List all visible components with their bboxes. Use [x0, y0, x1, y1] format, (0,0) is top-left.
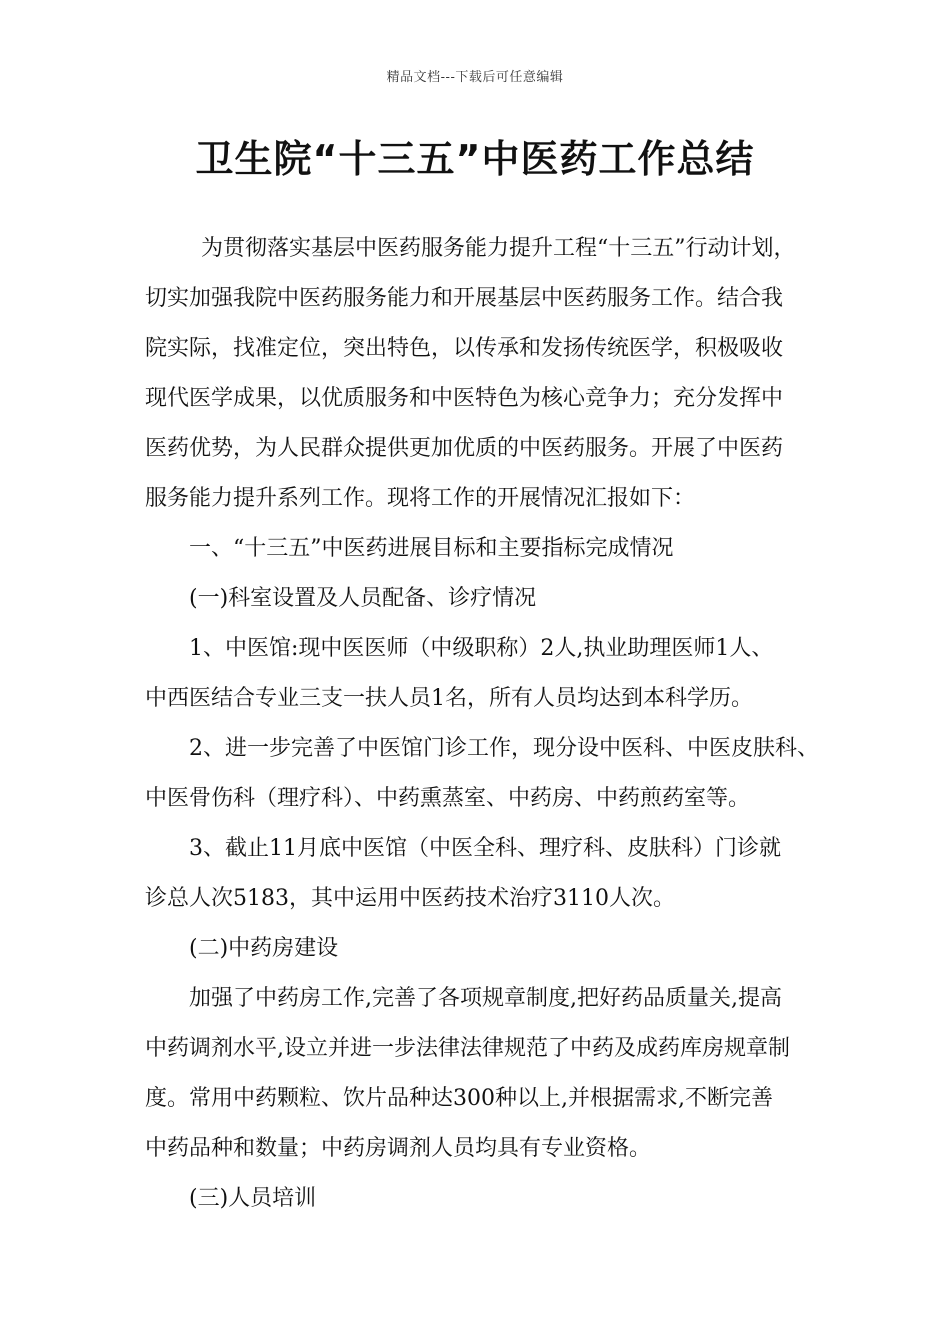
body-line: 中西医结合专业三支一扶人员1名，所有人员均达到本科学历。 [145, 686, 753, 711]
body-line: 切实加强我院中医药服务能力和开展基层中医药服务工作。结合我 [145, 286, 784, 311]
body-line: 诊总人次5183，其中运用中医药技术治疗3110人次。 [145, 886, 675, 911]
page-header-note: 精品文档---下载后可任意编辑 [386, 70, 564, 85]
section-heading: 一、“十三五”中医药进展目标和主要指标完成情况 [189, 536, 674, 561]
body-line: 服务能力提升系列工作。现将工作的开展情况汇报如下： [145, 486, 696, 511]
body-line: 为贯彻落实基层中医药服务能力提升工程“十三五”行动计划， [201, 236, 796, 261]
body-line: 1、中医馆:现中医医师（中级职称）2人,执业助理医师1人、 [189, 636, 774, 661]
body-line: 度。常用中药颗粒、饮片品种达300种以上,并根据需求,不断完善 [145, 1086, 773, 1111]
subsection-heading: (一)科室设置及人员配备、诊疗情况 [189, 586, 537, 611]
body-line: 中医骨伤科（理疗科）、中药熏蒸室、中药房、中药煎药室等。 [145, 786, 751, 811]
body-line: 2、进一步完善了中医馆门诊工作，现分设中医科、中医皮肤科、 [189, 736, 819, 761]
subsection-heading: (二)中药房建设 [189, 936, 339, 961]
body-line: 现代医学成果，以优质服务和中医特色为核心竞争力；充分发挥中 [145, 386, 784, 411]
document-title: 卫生院“十三五”中医药工作总结 [195, 137, 755, 181]
document-body [145, 224, 835, 1224]
body-line: 中药品种和数量；中药房调剂人员均具有专业资格。 [145, 1136, 652, 1161]
subsection-heading: (三)人员培训 [189, 1186, 317, 1211]
body-line: 院实际，找准定位，突出特色，以传承和发扬传统医学，积极吸收 [145, 336, 784, 361]
body-line: 医药优势，为人民群众提供更加优质的中医药服务。开展了中医药 [145, 436, 784, 461]
body-line: 3、截止11月底中医馆（中医全科、理疗科、皮肤科）门诊就 [189, 836, 781, 861]
body-line: 中药调剂水平,设立并进一步法律法律规范了中药及成药库房规章制 [145, 1036, 790, 1061]
body-line: 加强了中药房工作,完善了各项规章制度,把好药品质量关,提高 [189, 986, 782, 1011]
